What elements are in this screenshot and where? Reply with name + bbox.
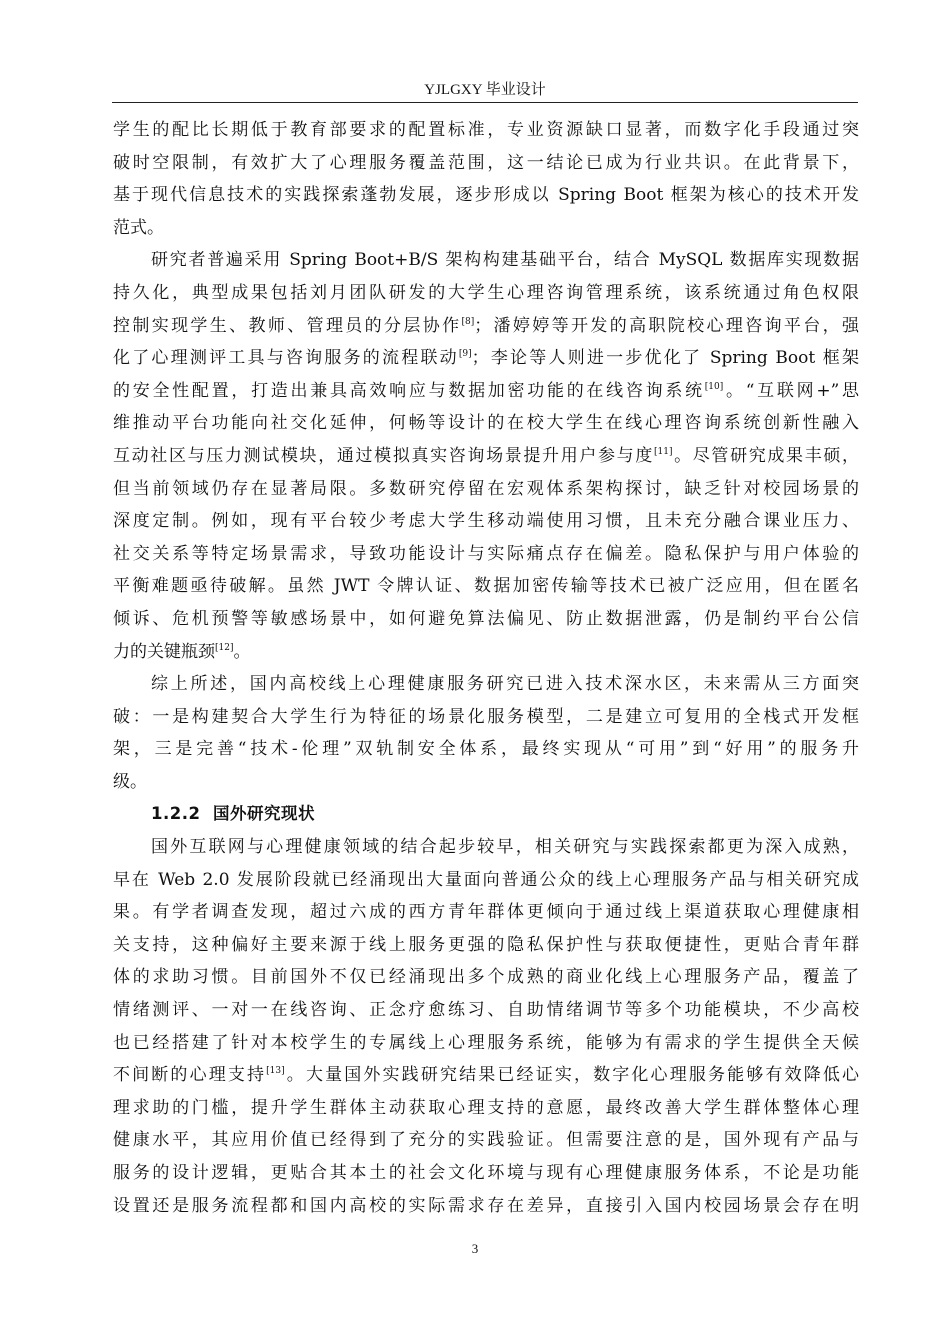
- text-line: [113, 310, 859, 343]
- citation: [8]: [461, 316, 475, 327]
- text-line: 学生的配比长期低于教育部要求的配置标准，专业资源缺口显著，而数字化手段通过突: [113, 120, 859, 140]
- citation: [13]: [266, 1066, 285, 1077]
- citation: [12]: [215, 642, 234, 653]
- text-span: ；潘婷婷等开发的高职院校心理咨询平台，强: [474, 315, 859, 336]
- citation: [10]: [704, 381, 724, 392]
- section-number: 1.2.2: [151, 804, 201, 824]
- text-span: 。: [233, 641, 251, 662]
- text-span: 力的关键瓶颈: [113, 641, 215, 662]
- text-span: 互动社区与压力测试模块，通过模拟真实咨询场景提升用户参与度: [113, 445, 654, 466]
- running-header: YJLGXY 毕业设计: [424, 82, 546, 98]
- text-line: 维推动平台功能向社交化延伸，何畅等设计的在校大学生在线心理咨询系统创新性融入: [113, 413, 859, 434]
- text-line: 果。有学者调查发现，超过六成的西方青年群体更倾向于通过线上渠道获取心理健康相: [113, 902, 859, 923]
- text-line: [113, 1059, 859, 1092]
- text-span: 。“互联网+”思: [723, 380, 859, 401]
- text-line: 国外互联网与心理健康领域的结合起步较早，相关研究与实践探索都更为深入成熟，: [151, 837, 859, 858]
- text-line: 健康水平，其应用价值已经得到了充分的实践验证。但需要注意的是，国外现有产品与: [113, 1130, 859, 1151]
- text-line: 深度定制。例如，现有平台较少考虑大学生移动端使用习惯，且未充分融合课业压力、: [113, 511, 859, 532]
- text-span: 化了心理测评工具与咨询服务的流程联动: [113, 348, 459, 369]
- section-title: 国外研究现状: [212, 804, 315, 824]
- text-line: 持久化，典型成果包括刘月团队研发的大学生心理咨询管理系统，该系统通过角色权限: [113, 282, 859, 303]
- page-number: 3: [471, 1241, 479, 1256]
- text-line: 研究者普遍采用 Spring Boot+B/S 架构构建基础平台，结合 MySQL 数据库实现数据: [151, 250, 859, 271]
- text-line: 破：一是构建契合大学生行为特征的场景化服务模型，二是建立可复用的全栈式开发框: [113, 706, 859, 727]
- text-line: 但当前领域仍存在显著局限。多数研究停留在宏观体系架构探讨，缺乏针对校园场景的: [113, 478, 859, 499]
- text-line: 也已经搭建了针对本校学生的专属线上心理服务系统，能够为有需求的学生提供全天候: [113, 1032, 859, 1053]
- text-span: 的安全性配置，打造出兼具高效响应与数据加密功能的在线咨询系统: [113, 380, 705, 401]
- text-line: 关支持，这种偏好主要来源于线上服务更强的隐私保护性与获取便捷性，更贴合青年群: [113, 934, 859, 955]
- text-span: 。尽管研究成果丰硕，: [672, 445, 859, 466]
- text-line: 早在 Web 2.0 发展阶段就已经涌现出大量面向普通公众的线上心理服务产品与相关研究成: [113, 869, 859, 890]
- text-line: 设置还是服务流程都和国内高校的实际需求存在差异，直接引入国内校园场景会存在明: [113, 1195, 859, 1216]
- text-line: [113, 375, 859, 408]
- text-line: 社交关系等特定场景需求，导致功能设计与实际痛点存在偏差。隐私保护与用户体验的: [113, 543, 859, 564]
- text-line: [113, 636, 859, 669]
- text-line: [113, 342, 859, 375]
- text-line: 体的求助习惯。目前国外不仅已经涌现出多个成熟的商业化线上心理服务产品，覆盖了: [113, 967, 859, 988]
- citation: [11]: [653, 446, 673, 457]
- text-line: [113, 440, 859, 473]
- text-line: 平衡难题亟待破解。虽然 JWT 令牌认证、数据加密传输等技术已被广泛应用，但在匿名: [113, 576, 859, 597]
- header-rule: [112, 102, 858, 103]
- text-span: 不间断的心理支持: [113, 1065, 267, 1086]
- text-line: 架，三是完善“技术-伦理”双轨制安全体系，最终实现从“可用”到“好用”的服务升: [113, 739, 859, 760]
- text-span: 。大量国外实践研究结果已经证实，数字化心理服务能够有效降低心: [284, 1065, 859, 1086]
- body-text: [113, 114, 859, 1222]
- text-span: 控制实现学生、教师、管理员的分层协作: [113, 315, 462, 336]
- text-line: 情绪测评、一对一在线咨询、正念疗愈练习、自助情绪调节等多个功能模块，不少高校: [113, 1000, 859, 1021]
- text-line: 级。: [113, 771, 147, 792]
- text-line: 倾诉、危机预警等敏感场景中，如何避免算法偏见、防止数据泄露，仍是制约平台公信: [113, 608, 859, 629]
- text-line: 服务的设计逻辑，更贴合其本土的社会文化环境与现有心理健康服务体系，不论是功能: [113, 1163, 859, 1183]
- citation: [9]: [458, 349, 472, 360]
- text-line: 基于现代信息技术的实践探索蓬勃发展，逐步形成以 Spring Boot 框架为核心的技术开发: [113, 185, 859, 206]
- text-line: 范式。: [113, 217, 164, 238]
- text-line: 破时空限制，有效扩大了心理服务覆盖范围，这一结论已成为行业共识。在此背景下，: [113, 152, 859, 173]
- text-line: 综上所述，国内高校线上心理健康服务研究已进入技术深水区，未来需从三方面突: [151, 674, 859, 695]
- text-span: ；李论等人则进一步优化了 Spring Boot 框架: [471, 348, 859, 369]
- text-line: 理求助的门槛，提升学生群体主动获取心理支持的意愿，最终改善大学生群体整体心理: [113, 1097, 859, 1118]
- section-heading: [113, 798, 859, 831]
